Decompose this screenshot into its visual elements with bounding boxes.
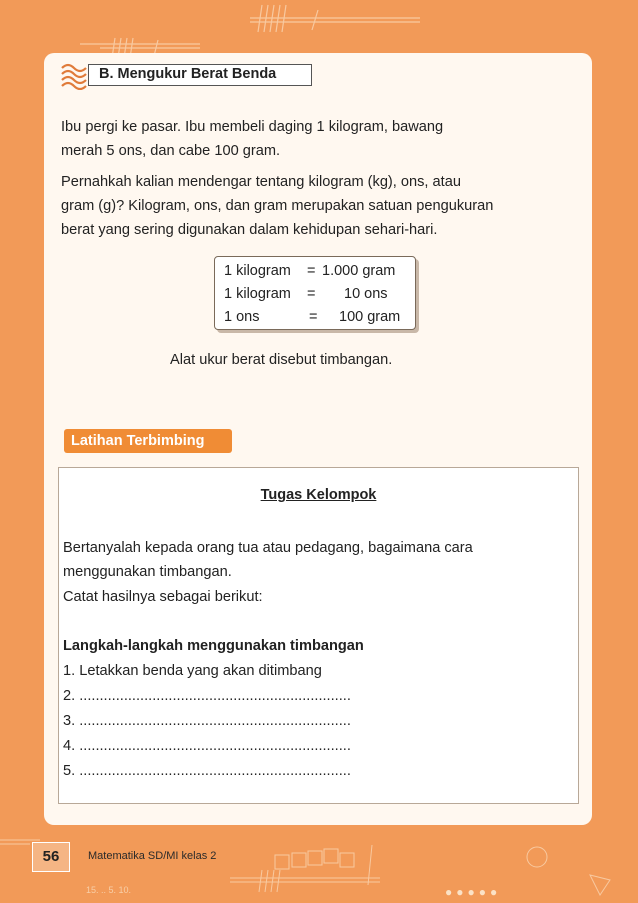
intro-line: merah 5 ons, dan cabe 100 gram. [61, 143, 281, 159]
task-title: Tugas Kelompok [260, 487, 377, 503]
conversion-left: 1 kilogram [224, 286, 291, 302]
steps-heading: Langkah-langkah menggunakan timbangan [63, 638, 364, 654]
explanation-line: gram (g)? Kilogram, ons, dan gram merupakan satuan pengukuran [61, 198, 494, 214]
conversion-equals: = [307, 286, 316, 302]
conversion-equals: = [309, 309, 318, 325]
page-number: 56 [32, 842, 70, 872]
step-item: 4. ................................................................... [63, 738, 351, 754]
task-intro-line: menggunakan timbangan. [63, 564, 232, 580]
conversion-left: 1 kilogram [224, 263, 291, 279]
conversion-right: 100 gram [339, 309, 401, 325]
top-decoration [0, 0, 638, 60]
intro-paragraph [61, 115, 531, 163]
intro-line: Ibu pergi ke pasar. Ibu membeli daging 1 kilogram, bawang [61, 119, 444, 135]
step-item: 5. ................................................................... [63, 763, 351, 779]
conversion-right: 1.000 gram [322, 263, 396, 279]
conversion-right: 10 ons [344, 286, 388, 302]
scale-caption: Alat ukur berat disebut timbangan. [170, 352, 393, 368]
section-title: B. Mengukur Berat Benda [88, 64, 312, 86]
explanation-line: Pernahkah kalian mendengar tentang kilogram (kg), ons, atau [61, 174, 461, 190]
footer-dots: ●●●●● [445, 885, 502, 899]
step-item: 1. Letakkan benda yang akan ditimbang [63, 663, 322, 679]
conversion-equals: = [307, 263, 316, 279]
task-intro-line: Bertanyalah kepada orang tua atau pedagang, bagaimana cara [63, 540, 473, 556]
task-intro-line: Catat hasilnya sebagai berikut: [63, 589, 263, 605]
exercise-badge: Latihan Terbimbing [64, 429, 232, 453]
explanation-line: berat yang sering digunakan dalam kehidupan sehari-hari. [61, 222, 438, 238]
footer-small-text: 15. .. 5. 10. [86, 885, 132, 895]
step-item: 2. ................................................................... [63, 688, 351, 704]
conversion-table [214, 256, 416, 330]
step-item: 3. ................................................................... [63, 713, 351, 729]
waves-icon [60, 60, 90, 90]
book-title: Matematika SD/MI kelas 2 [88, 850, 217, 862]
explanation-paragraph [61, 170, 581, 242]
conversion-left: 1 ons [224, 309, 260, 325]
